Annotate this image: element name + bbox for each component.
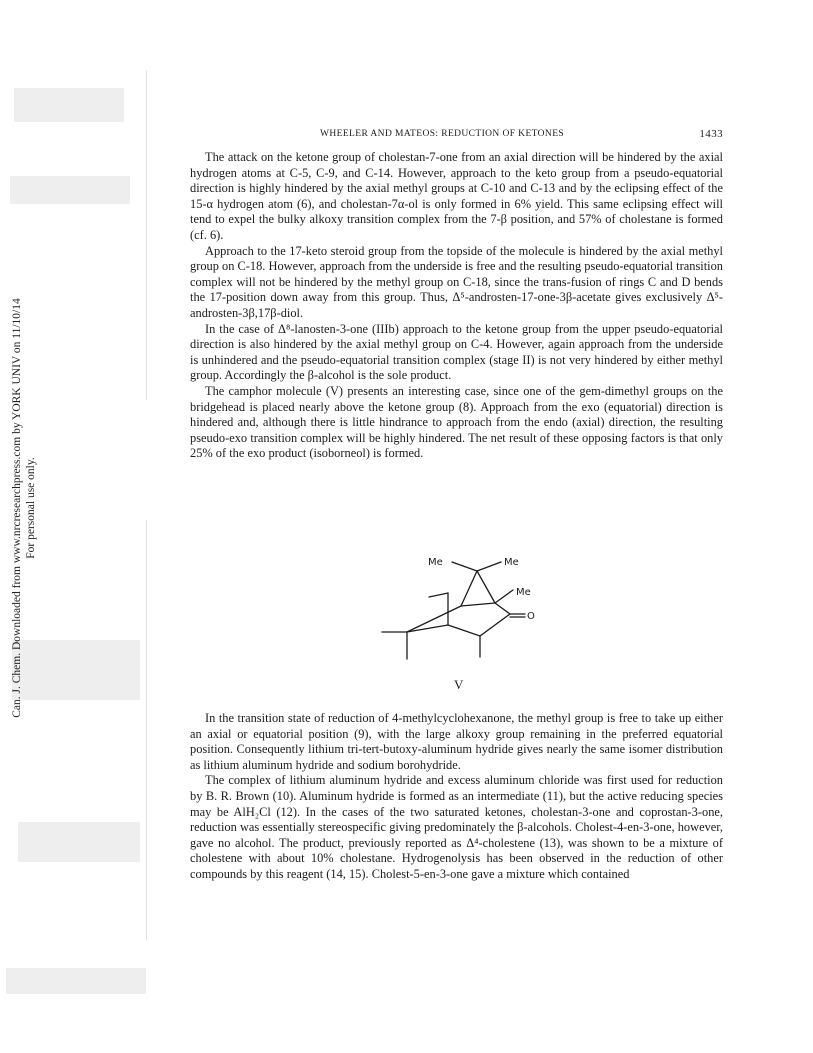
- page-number: 1433: [699, 128, 723, 140]
- scan-smudge: [6, 968, 146, 994]
- watermark-usage-line: For personal use only.: [25, 457, 37, 559]
- page-header: [190, 128, 723, 142]
- paragraph: Approach to the 17-keto steroid group from the topside of the molecule is hindered by the axial methyl group on C-18. However, approach from the underside is free and the resulting pseudo-equatorial transition complex will not be hindered by the methyl group on C-18, since the trans-fusion of rings C and D bends the 17-position down away from this group. Thus, Δ⁵-androsten-17-one-3β-acetate gives exclusively Δ⁵-androsten-3β,17β-diol.: [190, 243, 723, 320]
- methyl-label-right: Me: [504, 557, 519, 568]
- figure-caption: V: [454, 677, 464, 692]
- watermark-source-line: Can. J. Chem. Downloaded from www.nrcresearchpress.com by YORK UNIV on 11/10/14: [11, 298, 23, 718]
- scan-smudge: [10, 176, 130, 204]
- scan-smudge: [14, 88, 124, 122]
- paragraph: In the case of Δ⁸-lanosten-3-one (IIIb) approach to the ketone group from the upper pseudo-equatorial direction is also hindered by the axial methyl group on C-4. However, again approach from the underside is unhindered and the pseudo-equatorial transition complex (stage II) is not very hindered by either methyl group. Accordingly the β-alcohol is the sole product.: [190, 321, 723, 383]
- scan-smudge: [18, 822, 140, 862]
- body-text-lower: [190, 711, 723, 883]
- paragraph: The camphor molecule (V) presents an interesting case, since one of the gem-dimethyl groups on the bridgehead is placed nearly above the ketone group (8). Approach from the exo (equatorial) direction is hindered and, although there is little hindrance to approach from the endo (axial) direction, the resulting pseudo-exo transition complex will be highly hindered. The net result of these opposing factors is that only 25% of the exo product (isoborneol) is formed.: [190, 383, 723, 461]
- paragraph: The complex of lithium aluminum hydride and excess aluminum chloride was first used for reduction by B. R. Brown (10). Aluminum hydride is formed as an intermediate (11), but the active reducing species may be AlH₂Cl (12). In the cases of the two saturated ketones, cholestan-3-one and coprostan-3-one, reduction was essentially stereospecific giving predominately the β-alcohols. Cholest-4-en-3-one, however, gave no alcohol. The product, previously reported as Δ⁴-cholestene (13), was shown to be a mixture of cholestene with about 10% cholestane. Hydrogenolysis has been observed in the reduction of other compounds by this reagent (14, 15). Cholest-5-en-3-one gave a mixture which contained: [190, 773, 723, 881]
- oxygen-label: O: [527, 611, 535, 622]
- page-edge-line: [146, 520, 147, 940]
- download-watermark: [10, 268, 38, 748]
- methyl-label-lower: Me: [516, 587, 531, 598]
- page-edge-line: [146, 70, 147, 400]
- paragraph: The attack on the ketone group of cholestan-7-one from an axial direction will be hindered by the axial hydrogen atoms at C-5, C-9, and C-14. However, approach to the keto group from a pseudo-equatorial direction is highly hindered by the axial methyl groups at C-10 and C-13 and by the eclipsing effect of the 15-α hydrogen atom (6), and cholestan-7α-ol is only formed in 6% yield. This same eclipsing effect will tend to expel the bulky alkoxy transition complex from the 7-β position, and 57% of cholestane is formed (cf. 6).: [190, 150, 723, 242]
- body-text-upper: [190, 150, 723, 462]
- camphor-structure-drawing: [370, 547, 560, 692]
- methyl-label-left: Me: [428, 557, 443, 568]
- running-title: WHEELER AND MATEOS: REDUCTION OF KETONES: [320, 129, 565, 139]
- paragraph: In the transition state of reduction of 4-methylcyclohexanone, the methyl group is free to take up either an axial or equatorial position (9), with the large alkoxy group remaining in the preferred equatorial position. Consequently lithium tri-tert-butoxy-aluminum hydride gives nearly the same isomer distribution as lithium aluminum hydride and sodium borohydride.: [190, 711, 723, 772]
- camphor-structure-figure: [370, 547, 560, 692]
